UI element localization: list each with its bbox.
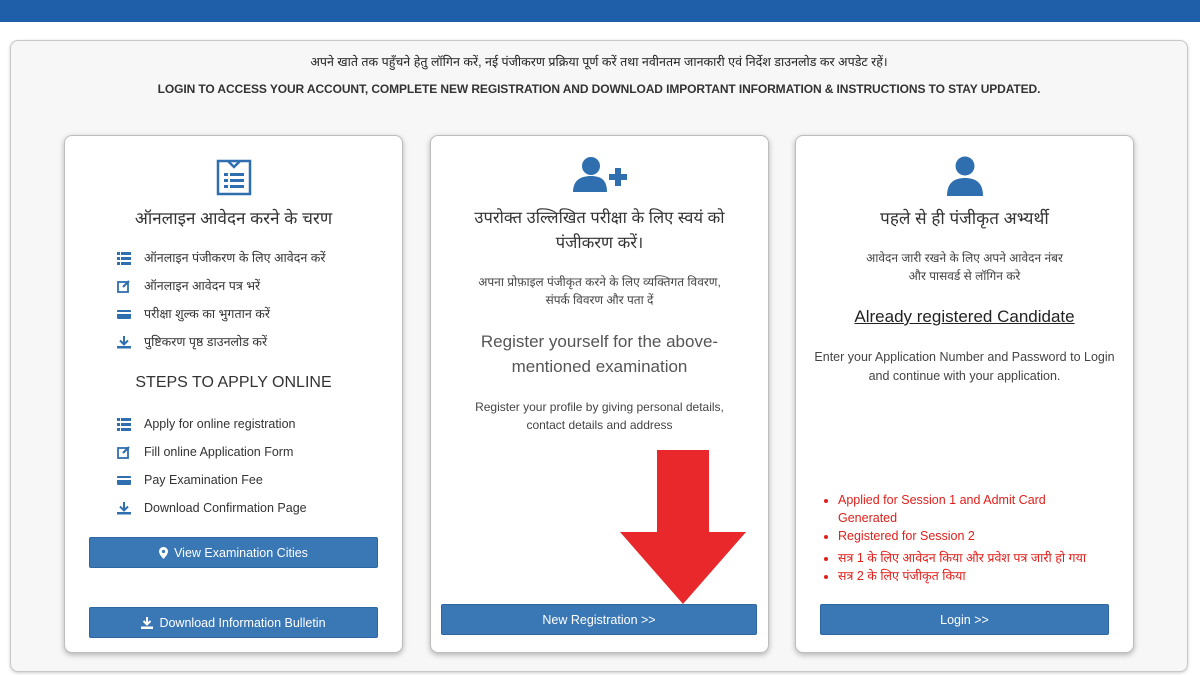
button-label: View Examination Cities bbox=[174, 546, 308, 560]
button-label: New Registration >> bbox=[542, 613, 656, 627]
steps-title-hindi: ऑनलाइन आवेदन करने के चरण bbox=[134, 209, 333, 228]
edit-icon bbox=[117, 279, 131, 293]
login-button[interactable] bbox=[820, 604, 1109, 635]
list-item: • Registered for Session 2 bbox=[838, 527, 1138, 545]
list-item: • सत्र 1 के लिए आवेदन किया और प्रवेश पत्र जारी हो गया bbox=[838, 549, 1138, 567]
step-label: ऑनलाइन पंजीकरण के लिए आवेदन करें bbox=[144, 251, 326, 265]
login-desc-hindi: आवेदन जारी रखने के लिए अपने आवेदन नंबर और पासवर्ड से लॉगिन करे bbox=[866, 251, 1063, 283]
download-icon bbox=[141, 610, 153, 641]
list-item bbox=[117, 416, 307, 444]
view-examination-cities-button[interactable] bbox=[89, 537, 378, 568]
step-label: Pay Examination Fee bbox=[144, 473, 263, 487]
session-notes-list bbox=[818, 491, 1138, 585]
step-label: Download Confirmation Page bbox=[144, 501, 307, 515]
intro-text-hindi: अपने खाते तक पहुँचने हेतु लॉगिन करें, नई पंजीकरण प्रक्रिया पूर्ण करें तथा नवीनतम जानकारी एवं निर्देश डाउनलोड कर अपडेट रहें। bbox=[310, 55, 888, 69]
step-label: पुष्टिकरण पृष्ठ डाउनलोड करें bbox=[144, 335, 268, 349]
already-registered-link[interactable]: Already registered Candidate bbox=[854, 307, 1075, 326]
login-card bbox=[795, 135, 1134, 653]
button-label: Login >> bbox=[940, 613, 989, 627]
list-item bbox=[117, 278, 325, 306]
list-item bbox=[117, 250, 325, 278]
form-list-icon bbox=[216, 158, 252, 201]
register-title-english: Register yourself for the above-mentioned examination bbox=[480, 332, 719, 376]
intro-text-english: LOGIN TO ACCESS YOUR ACCOUNT, COMPLETE NEW REGISTRATION AND DOWNLOAD IMPORTANT INFORMATION & INSTRUCTIONS TO STAY UPDATED. bbox=[157, 82, 1041, 96]
register-title-hindi: उपरोक्त उल्लिखित परीक्षा के लिए स्वयं को पंजीकरण करें। bbox=[474, 209, 725, 252]
top-header-bar bbox=[0, 0, 1200, 22]
button-label: Download Information Bulletin bbox=[159, 616, 326, 630]
red-arrow-down-icon bbox=[620, 450, 746, 604]
credit-card-icon bbox=[117, 307, 131, 321]
register-desc-hindi: अपना प्रोफ़ाइल पंजीकृत करने के लिए व्यक्तिगत विवरण, संपर्क विवरण और पता दें bbox=[478, 275, 721, 307]
steps-card bbox=[64, 135, 403, 653]
list-item: • Applied for Session 1 and Admit Card Generated bbox=[838, 491, 1138, 527]
list-item bbox=[117, 500, 307, 528]
list-item bbox=[117, 306, 325, 334]
map-marker-icon bbox=[159, 540, 168, 571]
list-icon bbox=[117, 251, 131, 265]
download-icon bbox=[117, 335, 131, 349]
step-label: Apply for online registration bbox=[144, 417, 296, 431]
list-item bbox=[117, 334, 325, 362]
step-label: परीक्षा शुल्क का भुगतान करें bbox=[144, 307, 270, 321]
edit-icon bbox=[117, 445, 131, 459]
steps-list-hindi bbox=[117, 250, 325, 362]
user-icon bbox=[947, 156, 983, 201]
download-information-bulletin-button[interactable] bbox=[89, 607, 378, 638]
list-item: • सत्र 2 के लिए पंजीकृत किया bbox=[838, 567, 1138, 585]
user-plus-icon bbox=[573, 156, 627, 201]
steps-title-english: STEPS TO APPLY ONLINE bbox=[135, 374, 332, 391]
credit-card-icon bbox=[117, 473, 131, 487]
login-desc-english: Enter your Application Number and Password to Login and continue with your application. bbox=[814, 350, 1115, 383]
login-title-hindi: पहले से ही पंजीकृत अभ्यर्थी bbox=[880, 209, 1049, 228]
register-desc-english: Register your profile by giving personal details, contact details and address bbox=[475, 400, 724, 432]
steps-list-english bbox=[117, 416, 307, 528]
step-label: Fill online Application Form bbox=[144, 445, 294, 459]
list-item bbox=[117, 472, 307, 500]
new-registration-button[interactable] bbox=[441, 604, 757, 635]
download-icon bbox=[117, 501, 131, 515]
list-item bbox=[117, 444, 307, 472]
list-icon bbox=[117, 417, 131, 431]
step-label: ऑनलाइन आवेदन पत्र भरें bbox=[144, 279, 261, 293]
